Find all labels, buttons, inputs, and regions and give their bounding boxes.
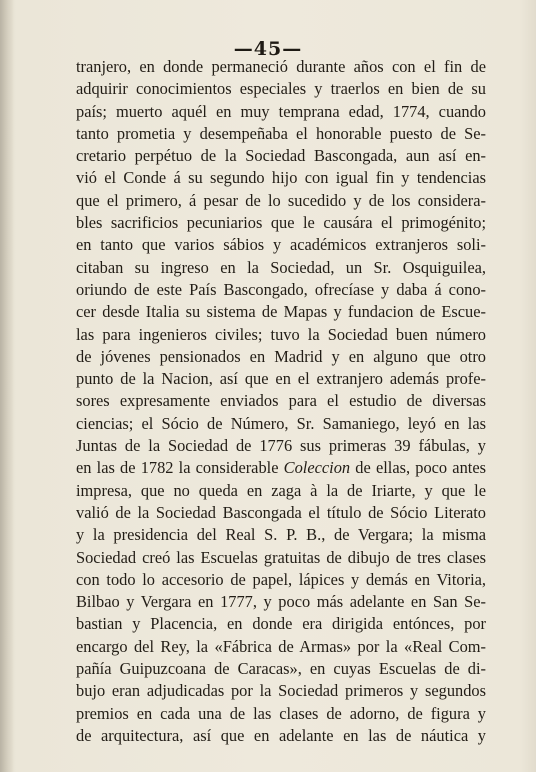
text-line: bles sacrificios pecuniarios que le causára el primogénito; (76, 213, 486, 233)
text-line: encargo del Rey, la «Fábrica de Armas» por la «Real Com- (76, 636, 486, 656)
text-line: tranjero, en donde permaneció durante años con el fin de (76, 57, 486, 76)
body-text (76, 56, 486, 747)
text-line: de jóvenes pensionados en Madrid y en alguno que otro (76, 346, 486, 366)
text-line: punto de la Nacion, así que en el extranjero además profe- (76, 369, 486, 389)
text-line: que el primero, á pesar de lo sucedido y de los considera- (76, 190, 486, 210)
text-line: adquirir conocimientos especiales y traerlos en bien de su (76, 79, 486, 99)
text-line-with-italic (76, 457, 486, 479)
text-line: país; muerto aquél en muy temprana edad, 1774, cuando (76, 101, 486, 121)
text-line: cretario perpétuo de la Sociedad Bascongada, aun así en- (76, 146, 486, 166)
text-line: bastian y Placencia, en donde era dirigida entónces, por (76, 614, 486, 634)
text-line: y la presidencia del Real S. P. B., de Vergara; la misma (76, 525, 486, 545)
text-line: valió de la Sociedad Bascongada el título de Sócio Literato (76, 502, 486, 522)
text-line: tanto prometia y desempeñaba el honorable puesto de Se- (76, 123, 486, 143)
text-line: de arquitectura, así que en adelante en las de náutica y (76, 725, 486, 745)
text-segment: de ellas, poco antes (350, 458, 486, 478)
page-number: —45— (233, 38, 303, 60)
text-line: bujo eran adjudicadas por la Sociedad primeros y segundos (76, 681, 486, 701)
text-line: Bilbao y Vergara en 1777, y poco más adelante en San Se- (76, 592, 486, 612)
text-line: impresa, que no queda en zaga à la de Iriarte, y que le (76, 480, 486, 500)
text-line: oriundo de este País Bascongado, ofrecíase y daba á cono- (76, 279, 486, 299)
text-line: cer desde Italia su sistema de Mapas y fundacion de Escue- (76, 302, 486, 322)
text-line: ciencias; el Sócio de Número, Sr. Samaniego, leyó en las (76, 413, 486, 433)
text-line: sores expresamente enviados para el estudio de diversas (76, 391, 486, 411)
text-line: con todo lo accesorio de papel, lápices y demás en Vitoria, (76, 569, 486, 589)
text-segment: en las de 1782 la considerable (76, 458, 284, 478)
page-fold-shadow (0, 0, 14, 772)
text-line: vió el Conde á su segundo hijo con igual fin y tendencias (76, 168, 486, 188)
text-line: pañía Guipuzcoana de Caracas», en cuyas Escuelas de di- (76, 659, 486, 679)
italic-title: Coleccion (283, 458, 351, 478)
text-line: citaban su ingreso en la Sociedad, un Sr. Osquiguilea, (76, 257, 486, 277)
text-line: las para ingenieros civiles; tuvo la Sociedad buen número (76, 324, 486, 344)
text-line: Sociedad creó las Escuelas gratuitas de dibujo de tres clases (76, 547, 486, 567)
text-line: en tanto que varios sábios y académicos extranjeros soli- (76, 235, 486, 255)
text-line: Juntas de la Sociedad de 1776 sus primeras 39 fábulas, y (76, 436, 486, 456)
text-line: premios en cada una de las clases de adorno, de figura y (76, 703, 486, 723)
